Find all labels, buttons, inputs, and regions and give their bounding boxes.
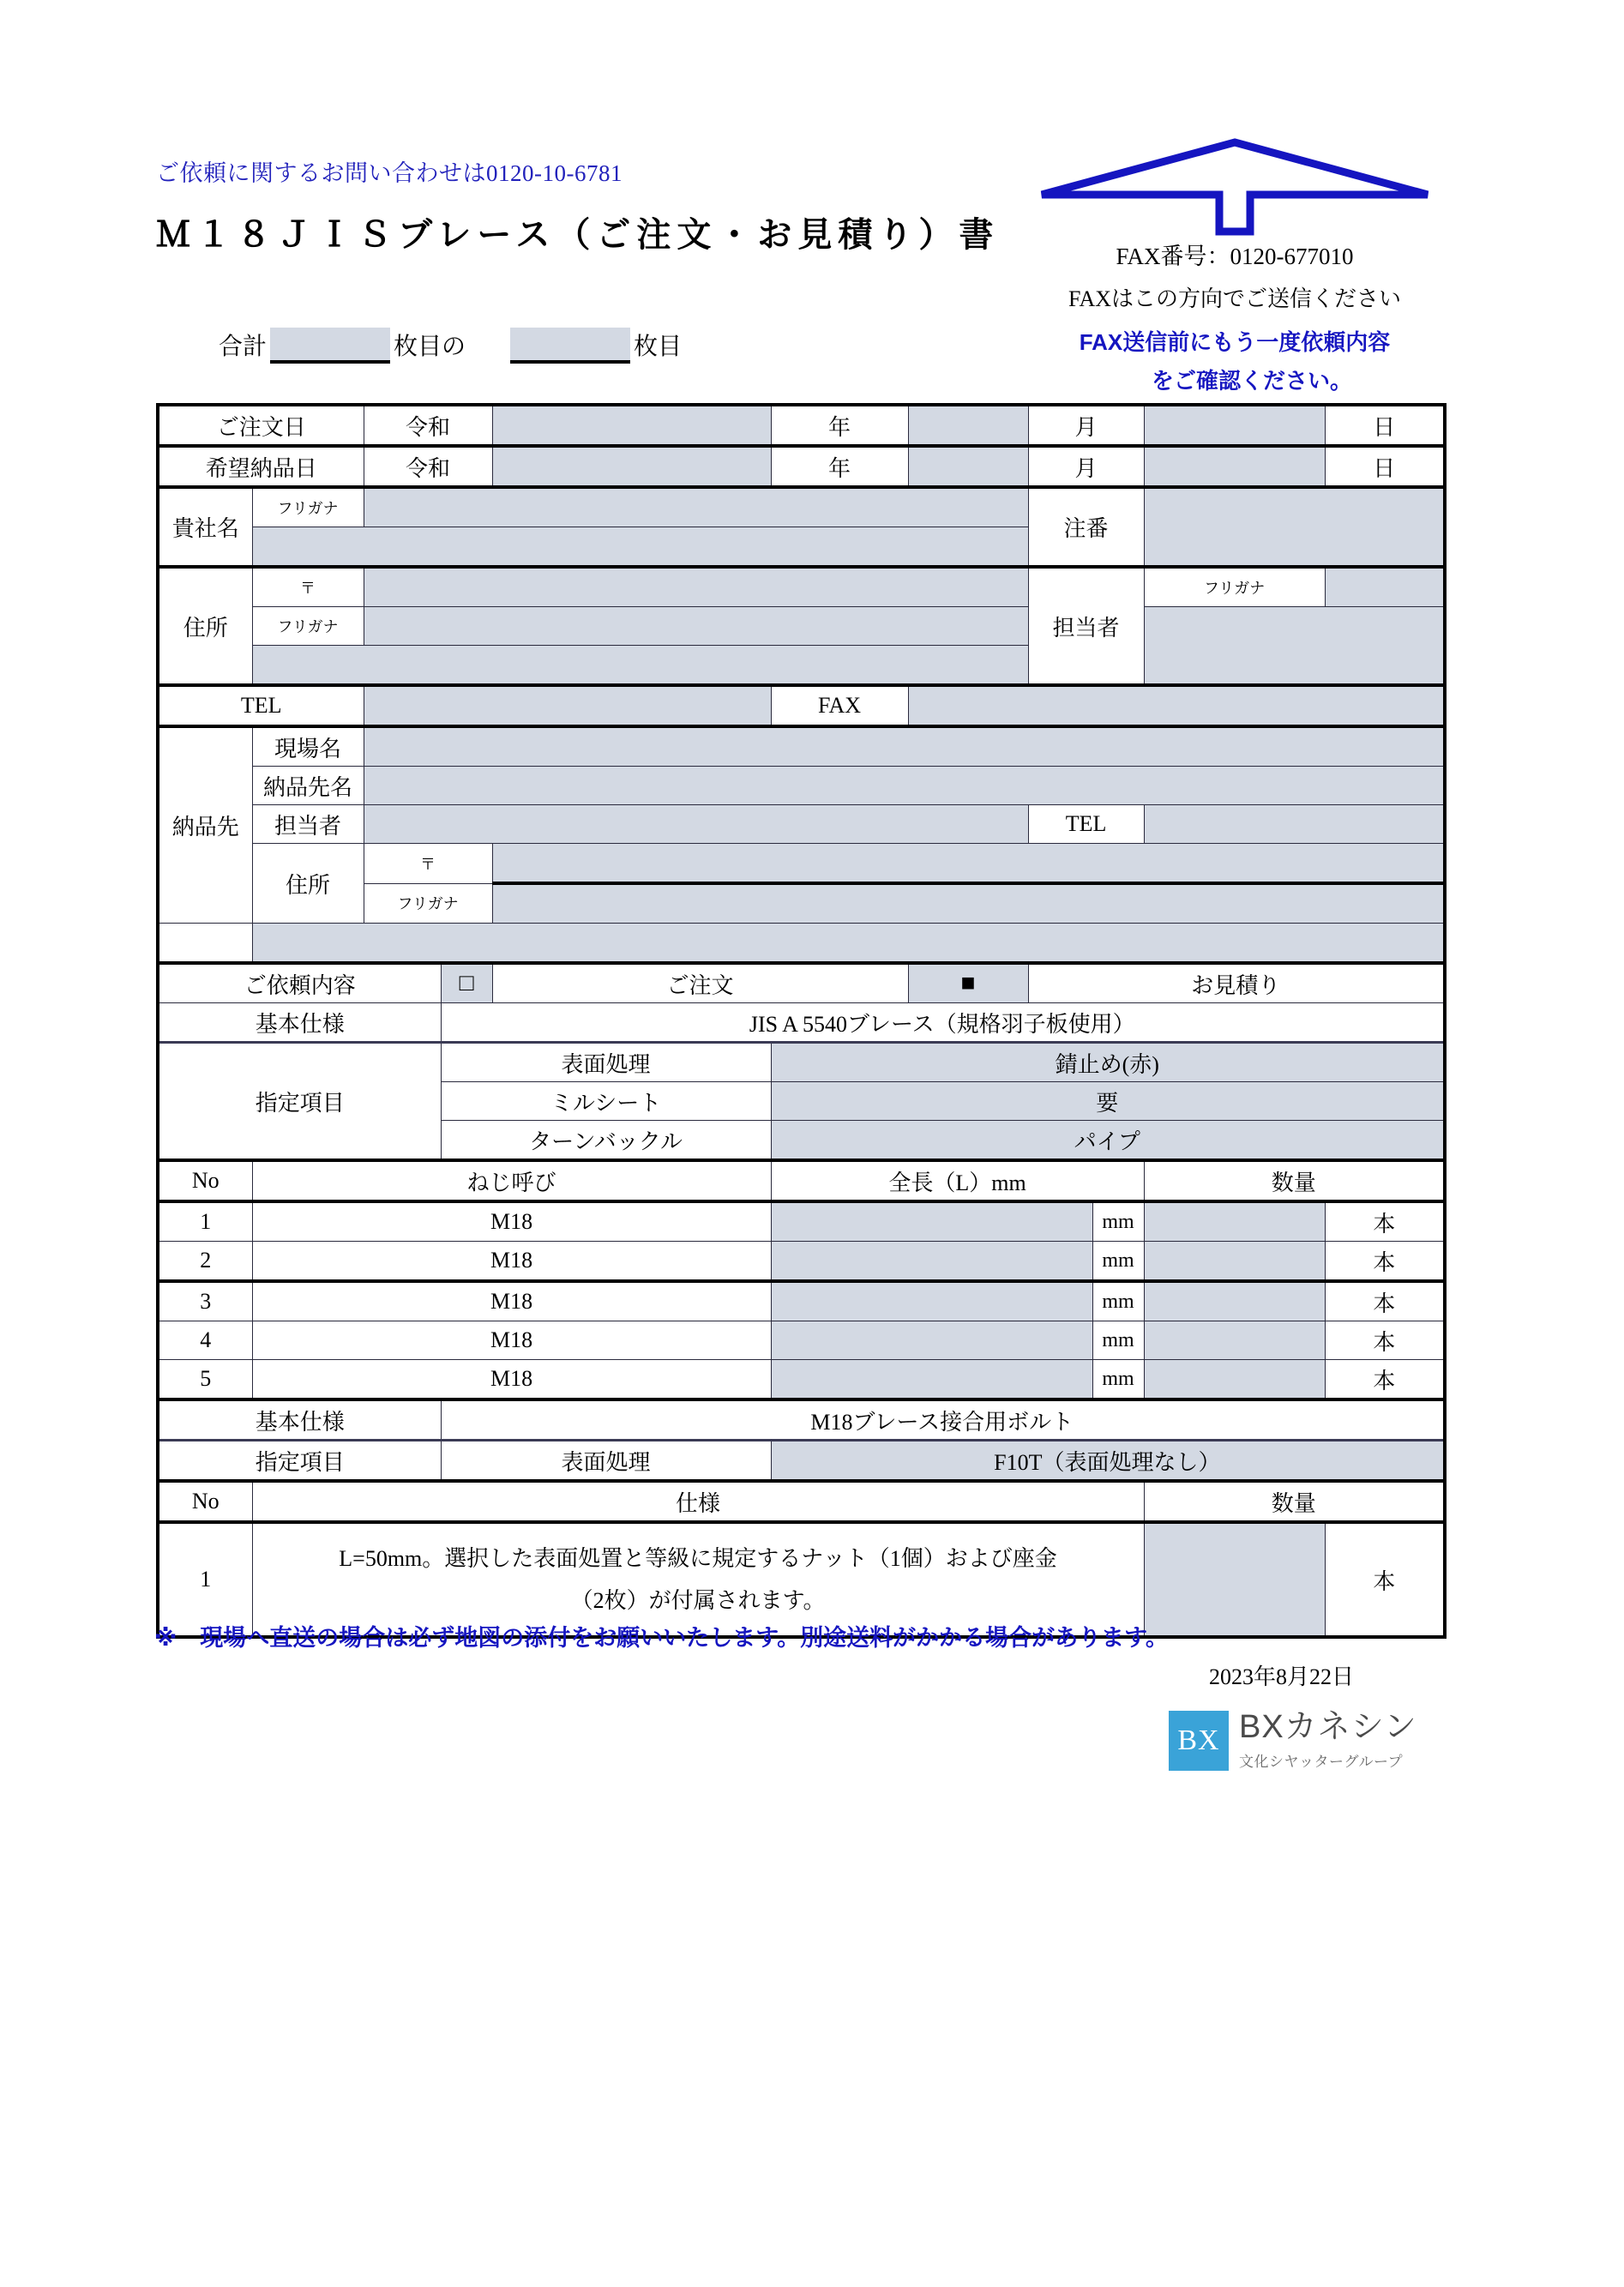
bolt-surface-label: 表面処理 [441, 1441, 771, 1482]
brace-table-header-row [158, 1160, 1445, 1201]
bolt-designated-label: 指定項目 [158, 1441, 441, 1482]
brace-row-length-unit-0: mm [1092, 1201, 1144, 1242]
delivery-postal-label: 〒 [364, 844, 492, 884]
tel-input[interactable] [364, 685, 771, 726]
delivery-section-label: 納品先 [158, 726, 252, 924]
delivery-date-year-unit: 年 [771, 446, 908, 487]
brace-designated-name-1: ミルシート [441, 1082, 771, 1121]
footer-note: ※ 現場へ直送の場合は必ず地図の添付をお願いいたします。別途送料がかかる場合があります。 [154, 1625, 1169, 1651]
tel-fax-row [158, 685, 1445, 726]
address-furigana-row [158, 607, 1445, 646]
brace-row-qty-input-1[interactable] [1144, 1242, 1325, 1282]
destination-name-label: 納品先名 [252, 767, 364, 805]
delivery-address-label: 住所 [252, 844, 364, 924]
order-date-month-unit: 月 [1028, 405, 1144, 446]
company-logo [1169, 1711, 1417, 1771]
order-date-year-input[interactable] [492, 405, 771, 446]
company-name-input[interactable] [252, 527, 1028, 568]
contact-phone-line: ご依頼に関するお問い合わせは0120-10-6781 [156, 160, 623, 186]
brace-designated-name-2: ターンバックル [441, 1121, 771, 1161]
brace-row-thread-4: M18 [252, 1360, 771, 1400]
tel-label: TEL [158, 685, 364, 726]
delivery-postal-input[interactable] [492, 844, 1445, 884]
order-no-input[interactable] [1144, 487, 1445, 567]
bolt-row-qty-unit-0: 本 [1325, 1522, 1445, 1637]
brace-row-no-0: 1 [158, 1201, 252, 1242]
sheet-page-input[interactable] [510, 328, 630, 364]
sheet-total-input[interactable] [270, 328, 390, 364]
brace-item-row-2 [158, 1281, 1445, 1321]
contact-person-label: 担当者 [1028, 567, 1144, 685]
brace-designated-name-0: 表面処理 [441, 1043, 771, 1082]
bolt-table-header-row [158, 1481, 1445, 1522]
order-date-year-unit: 年 [771, 405, 908, 446]
brace-row-no-4: 5 [158, 1360, 252, 1400]
footer-date: 2023年8月22日 [1209, 1664, 1355, 1689]
address-furigana-label: フリガナ [252, 607, 364, 646]
bolt-row-no-0: 1 [158, 1522, 252, 1637]
site-name-label: 現場名 [252, 726, 364, 767]
brace-row-no-1: 2 [158, 1242, 252, 1282]
delivery-postal-row [158, 844, 1445, 884]
brace-basic-spec-row [158, 1003, 1445, 1043]
brace-row-length-input-4[interactable] [771, 1360, 1092, 1400]
brace-row-qty-unit-1: 本 [1325, 1242, 1445, 1282]
order-checkbox-label: ご注文 [492, 963, 908, 1003]
bolt-surface-value[interactable]: F10T（表面処理なし） [771, 1441, 1445, 1482]
company-furigana-row [158, 487, 1445, 527]
delivery-address-furigana-label: フリガナ [364, 883, 492, 924]
brace-item-row-3 [158, 1321, 1445, 1360]
address-furigana-input[interactable] [364, 607, 1028, 646]
delivery-date-year-input[interactable] [492, 446, 771, 487]
brace-row-thread-2: M18 [252, 1281, 771, 1321]
brace-row-qty-input-4[interactable] [1144, 1360, 1325, 1400]
delivery-tel-input[interactable] [1144, 805, 1445, 844]
page-title: Ｍ１８ＪＩＳブレース（ご注文・お見積り）書 [156, 216, 1000, 254]
order-form-table [156, 403, 1447, 1639]
bolt-basic-spec-row [158, 1399, 1445, 1441]
brace-row-length-input-1[interactable] [771, 1242, 1092, 1282]
order-date-label: ご注文日 [158, 405, 364, 446]
postal-code-input[interactable] [364, 567, 1028, 607]
address-input[interactable] [252, 646, 1028, 686]
request-content-row [158, 963, 1445, 1003]
order-date-month-input[interactable] [908, 405, 1028, 446]
brace-row-length-unit-3: mm [1092, 1321, 1144, 1360]
fax-label: FAX [771, 685, 908, 726]
brace-row-thread-3: M18 [252, 1321, 771, 1360]
destination-name-input[interactable] [364, 767, 1445, 805]
brace-row-thread-1: M18 [252, 1242, 771, 1282]
delivery-date-month-input[interactable] [908, 446, 1028, 487]
brace-item-row-1 [158, 1242, 1445, 1282]
delivery-contact-label: 担当者 [252, 805, 364, 844]
brace-basic-spec-value: JIS A 5540ブレース（規格羽子板使用） [441, 1003, 1445, 1043]
postal-mark-label: 〒 [252, 567, 364, 607]
logo-text-block [1239, 1711, 1417, 1771]
order-date-era: 令和 [364, 405, 492, 446]
fax-instruction-block [1012, 137, 1458, 395]
contact-person-input[interactable] [1144, 607, 1445, 686]
brace-col-qty: 数量 [1144, 1160, 1445, 1201]
brace-row-length-unit-4: mm [1092, 1360, 1144, 1400]
delivery-contact-input[interactable] [364, 805, 1028, 844]
delivery-tel-label: TEL [1028, 805, 1144, 844]
brace-row-qty-input-0[interactable] [1144, 1201, 1325, 1242]
bolt-spec-line2: （2枚）が付属されます。 [570, 1588, 826, 1613]
brace-col-no: No [158, 1160, 252, 1201]
brace-col-thread: ねじ呼び [252, 1160, 771, 1201]
logo-company-name: BXカネシン [1239, 1709, 1417, 1745]
brace-row-qty-unit-2: 本 [1325, 1281, 1445, 1321]
delivery-address-input[interactable] [252, 924, 1445, 964]
up-arrow-icon [1012, 137, 1458, 236]
bolt-col-qty: 数量 [1144, 1481, 1445, 1522]
brace-row-no-2: 3 [158, 1281, 252, 1321]
bolt-col-spec: 仕様 [252, 1481, 1144, 1522]
fax-direction-text: FAXはこの方向でご送信ください [1068, 286, 1402, 311]
delivery-address-spacer [158, 924, 252, 964]
bolt-col-no: No [158, 1481, 252, 1522]
brace-item-row-4 [158, 1360, 1445, 1400]
contact-furigana-input[interactable] [1325, 567, 1445, 607]
bx-logo-mark-icon: BX [1169, 1711, 1229, 1771]
delivery-site-row [158, 726, 1445, 767]
brace-row-length-unit-1: mm [1092, 1242, 1144, 1282]
brace-designated-label: 指定項目 [158, 1043, 441, 1161]
brace-basic-spec-label: 基本仕様 [158, 1003, 441, 1043]
brace-row-qty-unit-0: 本 [1325, 1201, 1445, 1242]
brace-row-length-input-3[interactable] [771, 1321, 1092, 1360]
bolt-row-qty-input-0[interactable] [1144, 1522, 1325, 1637]
sheet-count-line [219, 328, 682, 364]
brace-col-length: 全長（L）mm [771, 1160, 1144, 1201]
brace-row-thread-0: M18 [252, 1201, 771, 1242]
company-furigana-label: フリガナ [252, 487, 364, 527]
delivery-address-furigana-input[interactable] [492, 883, 1445, 924]
delivery-date-day-input[interactable] [1144, 446, 1325, 487]
delivery-date-row [158, 446, 1445, 487]
order-checkbox[interactable]: □ [441, 963, 492, 1003]
order-date-day-input[interactable] [1144, 405, 1325, 446]
sheet-end-label: 枚目 [634, 334, 683, 360]
quote-checkbox-label: お見積り [1028, 963, 1445, 1003]
bolt-basic-spec-label: 基本仕様 [158, 1399, 441, 1441]
company-furigana-input[interactable] [364, 487, 1028, 527]
delivery-date-era: 令和 [364, 446, 492, 487]
contact-furigana-label: フリガナ [1144, 567, 1325, 607]
brace-row-qty-input-2[interactable] [1144, 1281, 1325, 1321]
order-date-row [158, 405, 1445, 446]
quote-checkbox[interactable]: ■ [908, 963, 1028, 1003]
delivery-date-month-unit: 月 [1028, 446, 1144, 487]
request-label: ご依頼内容 [158, 963, 441, 1003]
fax-input[interactable] [908, 685, 1445, 726]
bolt-designated-row [158, 1441, 1445, 1482]
sheet-mid-label: 枚目の [394, 334, 466, 360]
brace-row-qty-unit-4: 本 [1325, 1360, 1445, 1400]
bolt-basic-spec-value: M18ブレース接合用ボルト [441, 1399, 1445, 1441]
sheet-total-label: 合計 [219, 334, 268, 360]
order-date-day-unit: 日 [1325, 405, 1445, 446]
brace-designated-value-1[interactable]: 要 [771, 1082, 1445, 1121]
brace-row-qty-unit-3: 本 [1325, 1321, 1445, 1360]
brace-row-qty-input-3[interactable] [1144, 1321, 1325, 1360]
brace-row-length-input-0[interactable] [771, 1201, 1092, 1242]
brace-row-length-unit-2: mm [1092, 1281, 1144, 1321]
address-postal-row [158, 567, 1445, 607]
bolt-spec-line1: L=50mm。選択した表面処置と等級に規定するナット（1個）および座金 [339, 1545, 1057, 1571]
fax-warning-line2: をご確認ください。 [1151, 368, 1352, 394]
order-no-label: 注番 [1028, 487, 1144, 567]
delivery-date-day-unit: 日 [1325, 446, 1445, 487]
site-name-input[interactable] [364, 726, 1445, 767]
delivery-destination-row [158, 767, 1445, 805]
brace-designated-value-0[interactable]: 錆止め(赤) [771, 1043, 1445, 1082]
brace-designated-row-0 [158, 1043, 1445, 1082]
fax-warning-line1: FAX送信前にもう一度依頼内容 [1079, 329, 1391, 355]
company-label: 貴社名 [158, 487, 252, 567]
brace-row-length-input-2[interactable] [771, 1281, 1092, 1321]
logo-group-name: 文化シヤッターグループ [1239, 1754, 1404, 1770]
fax-number-text: FAX番号：0120-677010 [1116, 244, 1354, 269]
delivery-date-label: 希望納品日 [158, 446, 364, 487]
address-label: 住所 [158, 567, 252, 685]
brace-row-no-3: 4 [158, 1321, 252, 1360]
brace-designated-value-2[interactable]: パイプ [771, 1121, 1445, 1161]
delivery-contact-row [158, 805, 1445, 844]
delivery-address-row [158, 924, 1445, 964]
brace-item-row-0 [158, 1201, 1445, 1242]
